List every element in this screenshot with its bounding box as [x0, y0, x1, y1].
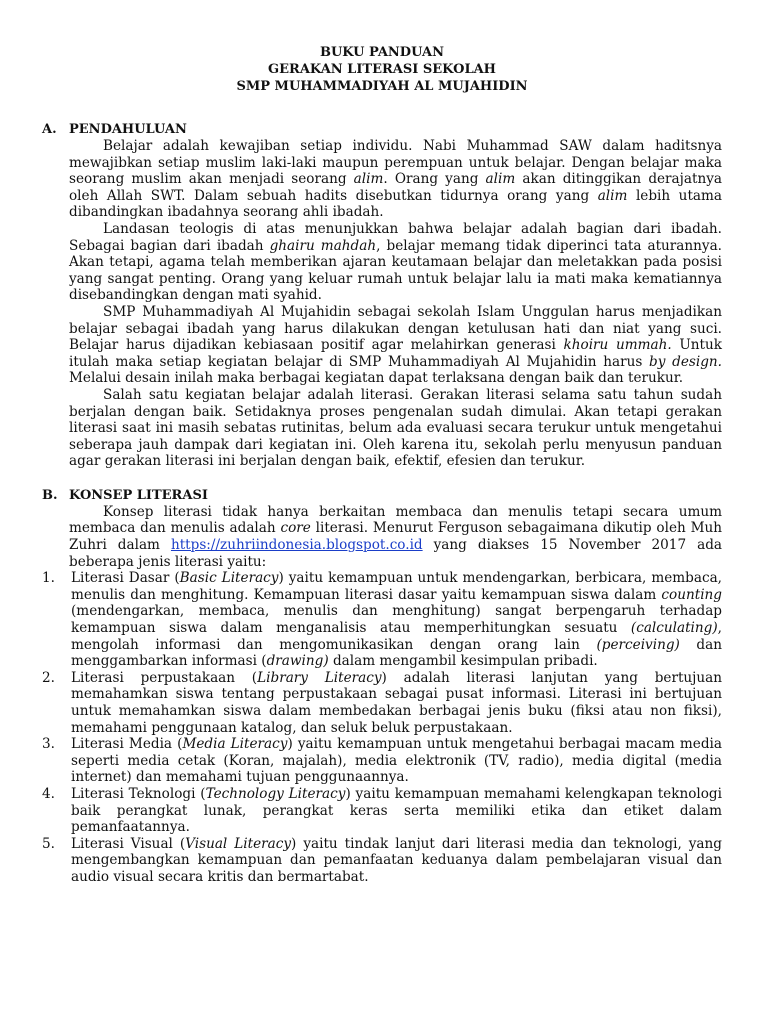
section-b-body [42, 503, 723, 886]
section-a-body [69, 138, 722, 470]
section-a-heading [42, 122, 722, 138]
list-text: Literasi Visual (Visual Literacy) yaitu tindak lanjut dari literasi media dan teknologi, yang mengembangkan kemampuan dan pemanfaatan keduanya dalam pembelajaran visual dan audio visual secara kritis dan bermartabat. [71, 835, 722, 885]
title-line-1: BUKU PANDUAN [319, 45, 444, 60]
section-b-letter: B. [42, 487, 58, 503]
list-number: 2. [42, 669, 55, 686]
section-a-title: PENDAHULUAN [69, 122, 187, 137]
list-text: Literasi perpustakaan (Library Literacy) adalah literasi lanjutan yang bertujuan memahamkan siswa tentang perpustakaan sebagai pusat informasi. Literasi ini bertujuan untuk memahamkan siswa dalam membedakan berbagai jenis buku (fiksi atau non fiksi), memahami penggunaan katalog, dan seluk beluk perpustakaan. [71, 669, 723, 736]
list-text: Literasi Teknologi (Technology Literacy) yaitu kemampuan memahami kelengkapan teknologi baik perangkat lunak, perangkat keras serta memiliki etika dan etiket dalam pemanfaatannya. [71, 785, 722, 836]
list-text: Literasi Media (Media Literacy) yaitu kemampuan untuk mengetahui berbagai macam media seperti media cetak (Koran, majalah), media elektronik (TV, radio), media digital (media internet) dan memahami tujuan penggunaannya. [71, 736, 723, 786]
section-b-title: KONSEP LITERASI [69, 487, 208, 503]
literacy-types-list [42, 570, 723, 885]
list-item [42, 669, 723, 736]
list-item [42, 785, 722, 836]
paragraph-a1: Belajar adalah kewajiban setiap individu. Nabi Muhammad SAW dalam haditsnya mewajibkan setiap muslim laki-laki maupun perempuan untuk belajar. Dengan belajar maka seorang muslim akan menjadi seorang alim. Orang yang alim akan ditinggikan derajatnya oleh Allah SWT. Dalam sebuah hadits disebutkan tidurnya orang yang alim lebih utama dibandingkan ibadahnya seorang ahli ibadah. [69, 138, 723, 221]
document-title [42, 44, 722, 95]
list-number: 3. [42, 736, 55, 753]
paragraph-a3: SMP Muhammadiyah Al Mujahidin sebagai sekolah Islam Unggulan harus menjadikan belajar sebagai ibadah yang harus dilakukan dengan ketulusan hati dan niat yang suci. Belajar harus dijadikan kebiasaan positif agar melahirkan generasi khoiru ummah. Untuk itulah maka setiap kegiatan belajar di SMP Muhammadiyah Al Mujahidin harus by design. Melalui desain inilah maka berbagai kegiatan dapat terlaksana dengan baik dan terukur. [69, 303, 722, 387]
list-text: Literasi Dasar (Basic Literacy) yaitu kemampuan untuk mendengarkan, berbicara, membaca, menulis dan menghitung. Kemampuan literasi dasar yaitu kemampuan siswa dalam counting (mendengarkan, membaca, menulis dan menghitung) sangat berpengaruh terhadap kemampuan siswa dalam menganalisis atau memperhitungkan sesuatu (calculating), mengolah informasi dan mengomunikasikan dengan orang lain (perceiving) dan menggambarkan informasi (drawing) dalam mengambil kesimpulan pribadi. [71, 570, 722, 670]
paragraph-a2: Landasan teologis di atas menunjukkan bahwa belajar adalah bagian dari ibadah. Sebagai bagian dari ibadah ghairu mahdah, belajar memang tidak diperinci tata aturannya. Akan tetapi, agama telah memberikan ajaran keutamaan belajar dan meletakkan pada posisi yang sangat penting. Orang yang keluar rumah untuk belajar lalu ia mati maka kematiannya disebandingkan dengan mati syahid. [69, 220, 723, 304]
paragraph-b-intro: Konsep literasi tidak hanya berkaitan membaca dan menulis tetapi secara umum membaca dan menulis adalah core literasi. Menurut Ferguson sebagaimana dikutip oleh Muh Zuhri dalam https://zuhriindonesia.blogspot.co.id yang diakses 15 November 2017 ada beberapa jenis literasi yaitu: [69, 503, 723, 570]
section-a-letter: A. [42, 122, 57, 137]
list-number: 4. [42, 785, 55, 802]
title-line-2: GERAKAN LITERASI SEKOLAH [268, 62, 496, 77]
section-b-heading [42, 488, 722, 504]
list-number: 5. [42, 835, 55, 852]
list-item [42, 835, 722, 886]
list-item [42, 736, 723, 786]
list-number: 1. [42, 570, 55, 587]
paragraph-a4: Salah satu kegiatan belajar adalah literasi. Gerakan literasi selama satu tahun sudah berjalan dengan baik. Setidaknya proses pengenalan sudah dimulai. Akan tetapi gerakan literasi saat ini masih sebatas rutinitas, belum ada evaluasi secara terukur untuk mengetahui seberapa jauh dampak dari kegiatan ini. Oleh karena itu, sekolah perlu menyusun panduan agar gerakan literasi ini berjalan dengan baik, efektif, efesien dan terukur. [69, 386, 722, 470]
zuhri-blog-link[interactable]: https://zuhriindonesia.blogspot.co.id [170, 537, 423, 554]
title-line-3: SMP MUHAMMADIYAH AL MUJAHIDIN [236, 79, 528, 94]
list-item [42, 570, 722, 670]
